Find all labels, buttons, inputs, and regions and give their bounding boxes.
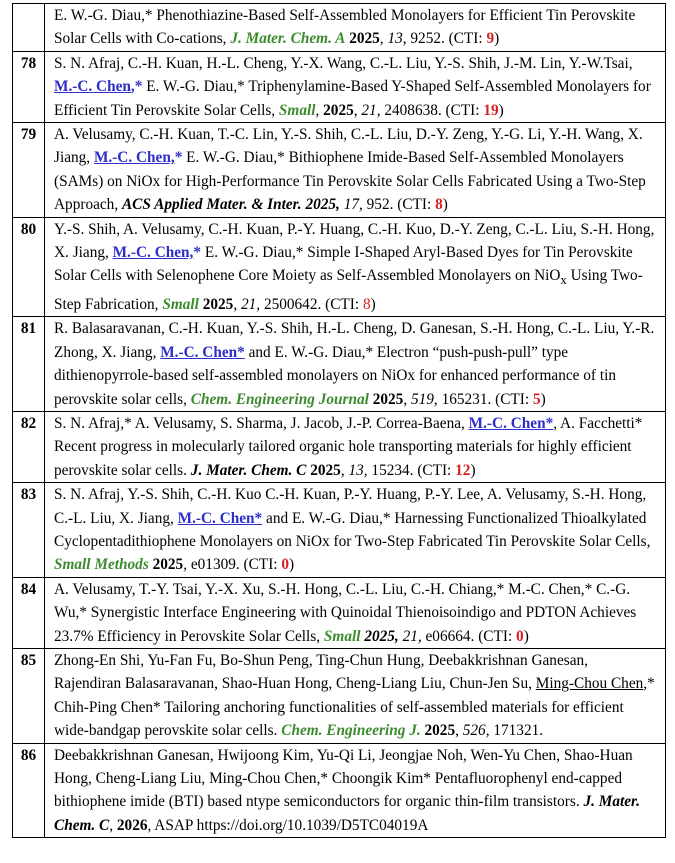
entry-number: 85 — [13, 649, 45, 744]
citation-text: Deebakkrishnan Ganesan, Hwijoong Kim, Yu-Qi Li, Jeongjae Noh, Wen-Yu Chen, Shao-Huan Hong, Cheng-Liang Liu, Ming-Chou Chen,* Choongik Kim* Pentafluorophenyl end-capped bithiophene imide (BTI) based ntype semiconductors for organic thin-film transistors. J. Mater. Chem. C, 2026, ASAP https://doi.org/10.1039/D5TC04019A — [45, 743, 666, 838]
citation-text: R. Balasaravanan, C.-H. Kuan, Y.-S. Shih, H.-L. Cheng, D. Ganesan, S.-H. Hong, C.-L. Liu, Y.-R. Zhong, X. Jiang, M.-C. Chen* and E. W.-G. Diau,* Electron “push-push-pull” type dithienopyrrole-based self-assembled monolayers on NiOx for enhanced performance of tin perovskite solar cells, Chem. Engineering Journal 2025, 519, 165231. (CTI: 5) — [45, 317, 666, 412]
highlighted-author: M.-C. Chen* — [468, 414, 554, 432]
journal-name: Small — [323, 627, 361, 645]
entry-number: 81 — [13, 317, 45, 412]
entry-number: 86 — [13, 743, 45, 838]
journal-name: J. Mater. Chem. C — [190, 461, 307, 479]
highlighted-author: M.-C. Chen, — [93, 149, 175, 167]
entry-number — [13, 4, 45, 52]
journal-name: Small — [278, 101, 316, 119]
entry-number: 84 — [13, 577, 45, 648]
highlighted-author: M.-C. Chen — [54, 78, 131, 96]
entry-number: 78 — [13, 51, 45, 122]
citation-text: Zhong-En Shi, Yu-Fan Fu, Bo-Shun Peng, Ting-Chun Hung, Deebakkrishnan Ganesan, Rajendiran Balasaravanan, Shao-Huan Hong, Cheng-Liang Liu, Chun-Jen Su, Ming-Chou Chen,* Chih-Ping Chen* Tailoring anchoring functionalities of self-assembled materials for efficient wide-bandgap perovskite solar cells. Chem. Engineering J. 2025, 526, 171321. — [45, 649, 666, 744]
table-row — [13, 317, 666, 412]
cti-value: 8 — [362, 295, 371, 313]
table-row — [13, 743, 666, 838]
cti-value: 5 — [532, 390, 541, 408]
highlighted-author: M.-C. Chen, — [112, 244, 194, 262]
table-row — [13, 411, 666, 482]
citation-text: S. N. Afraj, Y.-S. Shih, C.-H. Kuo C.-H. Kuan, P.-Y. Huang, P.-Y. Lee, A. Velusamy, S.-H. Hong, C.-L. Liu, X. Jiang, M.-C. Chen* and E. W.-G. Diau,* Harnessing Functionalized Thioalkylated Cyclopentadithiophene Monolayers on NiOx for Two-Step Fabricated Tin Perovskite Solar Cells, Small Methods 2025, e01309. (CTI: 0) — [45, 483, 666, 578]
entry-number: 79 — [13, 123, 45, 218]
entry-number: 82 — [13, 411, 45, 482]
journal-name: Small Methods — [54, 556, 149, 574]
cti-value: 9 — [486, 30, 495, 48]
citation-text: Y.-S. Shih, A. Velusamy, C.-H. Kuan, P.-Y. Huang, C.-H. Kuo, D.-Y. Zeng, C.-L. Liu, S.-H. Hong, X. Jiang, M.-C. Chen,* E. W.-G. Diau,* Simple I-Shaped Aryl-Based Dyes for Tin Perovskite Solar Cells with Selenophene Core Moiety as Self-Assembled Monolayers on NiO$_x$ Using Two-Step Fabrication, Small 2025, 21, 2500642. (CTI: 8) — [45, 217, 666, 317]
table-row — [13, 483, 666, 578]
citation-text: S. N. Afraj, C.-H. Kuan, H.-L. Cheng, Y.-X. Wang, C.-L. Liu, Y.-S. Shih, J.-M. Lin, Y.-W.Tsai, M.-C. Chen,* E. W.-G. Diau,* Triphenylamine-Based Y-Shaped Self-Assembled Monolayers for Efficient Tin Perovskite Solar Cells, Small, 2025, 21, 2408638. (CTI: 19) — [45, 51, 666, 122]
journal-name: J. Mater. Chem. C — [54, 793, 640, 834]
citation-text: S. N. Afraj,* A. Velusamy, S. Sharma, J. Jacob, J.-P. Correa-Baena, M.-C. Chen*, A. Facchetti* Recent progress in molecularly tailored organic hole transporting materials for highly efficient perovskite solar cells. J. Mater. Chem. C 2025, 13, 15234. (CTI: 12) — [45, 411, 666, 482]
entry-number: 80 — [13, 217, 45, 317]
cti-value: 0 — [516, 627, 524, 645]
citation-text: A. Velusamy, T.-Y. Tsai, Y.-X. Xu, S.-H. Hong, C.-L. Liu, C.-H. Chiang,* M.-C. Chen,* C.-G. Wu,* Synergistic Interface Engineering with Quinoidal Thienoisoindigo and PDTON Achieves 23.7% Efficiency in Perovskite Solar Cells, Small 2025, 21, e06664. (CTI: 0) — [45, 577, 666, 648]
table-row — [13, 217, 666, 317]
entry-number: 83 — [13, 483, 45, 578]
journal-name: Chem. Engineering J. — [281, 722, 421, 740]
highlighted-author: M.-C. Chen* — [177, 509, 263, 527]
cti-value: 8 — [435, 196, 443, 214]
highlighted-author: M.-C. Chen* — [160, 343, 245, 361]
table-row — [13, 123, 666, 218]
citation-text: A. Velusamy, C.-H. Kuan, T.-C. Lin, Y.-S. Shih, C.-L. Liu, D.-Y. Zeng, Y.-G. Li, Y.-H. Wang, X. Jiang, M.-C. Chen,* E. W.-G. Diau,* Bithiophene Imide-Based Self-Assembled Monolayers (SAMs) on NiOx for High-Performance Tin Perovskite Solar Cells Fabricated Using a Two-Step Approach, ACS Applied Mater. & Inter. 2025, 17, 952. (CTI: 8) — [45, 123, 666, 218]
table-row — [13, 4, 666, 52]
journal-name: Small — [162, 295, 199, 313]
cti-value: 0 — [281, 556, 290, 574]
table-row — [13, 577, 666, 648]
highlighted-author: Ming-Chou Chen — [535, 675, 644, 693]
citation-text: E. W.-G. Diau,* Phenothiazine-Based Self-Assembled Monolayers for Efficient Tin Perovskite Solar Cells with Co-cations, J. Mater. Chem. A 2025, 13, 9252. (CTI: 9) — [45, 4, 666, 52]
publication-table — [12, 3, 666, 838]
cti-value: 19 — [483, 101, 499, 119]
cti-value: 12 — [455, 461, 471, 479]
journal-name: ACS Applied Mater. & Inter. — [121, 196, 302, 214]
journal-name: Chem. Engineering Journal — [190, 390, 369, 408]
table-row — [13, 51, 666, 122]
journal-name: J. Mater. Chem. A — [230, 30, 346, 48]
table-row — [13, 649, 666, 744]
